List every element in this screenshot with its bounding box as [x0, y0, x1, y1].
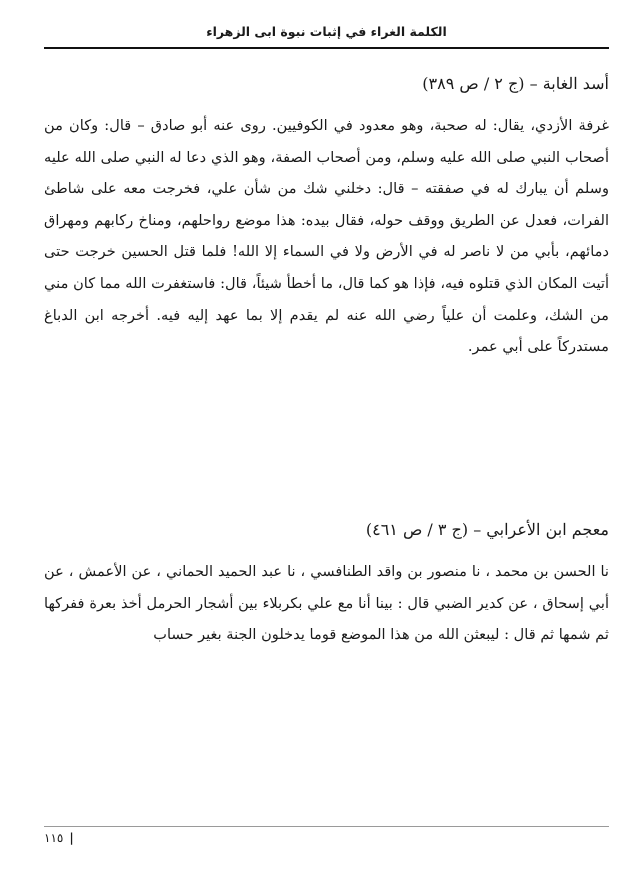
running-header-title: الكلمة الغراء في إثبات نبوة ابى الزهراء — [206, 24, 447, 39]
footer-divider — [44, 826, 609, 827]
section-heading: أسد الغابة – (ج ٢ / ص ٣٨٩) — [422, 74, 609, 93]
section-mujam-ibn-al-arabi — [44, 518, 609, 651]
section-paragraph: غرفة الأزدي، يقال: له صحبة، وهو معدود في الكوفيين. روى عنه أبو صادق – قال: وكان من أصحاب النبي صلى الله عليه وسلم، ومن أصحاب الصفة، وهو الذي دعا له النبي صلى الله عليه وسلم أن يبارك له في صفقته – قال: دخلني شك من شأن علي، فخرجت معه على شاطئ الفرات، فعدل عن الطريق ووقف حوله، فقال بيده: هذا موضع رواحلهم، ومناخ ركابهم ومهراق دمائهم، بأبي من لا ناصر له في الأرض ولا في السماء إلا الله! فلما قتل الحسين خرجت حتى أتيت المكان الذي قتلوه فيه، فإذا هو كما قال، ما أخطأ شيئاً، قال: فاستغفرت الله مما كان مني من الشك، وعلمت أن علياً رضي الله عنه لم يقدم إلا بما عهد إليه فيه. أخرجه ابن الدباغ مستدركاً على أبي عمر. — [44, 117, 609, 356]
page-number — [44, 831, 74, 845]
page-number-value: ١١٥ — [44, 831, 64, 845]
section-usd-al-ghaba — [44, 72, 609, 363]
section-paragraph: نا الحسن بن محمد ، نا منصور بن واقد الطنافسي ، نا عبد الحميد الحماني ، عن الأعمش ، عن أبي إسحاق ، عن كدير الضبي قال : بينا أنا مع علي بكربلاء بين أشجار الحرمل أخذ بعرة ففركها ثم شمها ثم قال : ليبعثن الله من هذا الموضع قوما يدخلون الجنة بغير حساب — [44, 563, 609, 644]
header-divider — [44, 47, 609, 49]
section-heading: معجم ابن الأعرابي – (ج ٣ / ص ٤٦١) — [365, 520, 609, 539]
page-number-separator: | — [69, 831, 74, 845]
